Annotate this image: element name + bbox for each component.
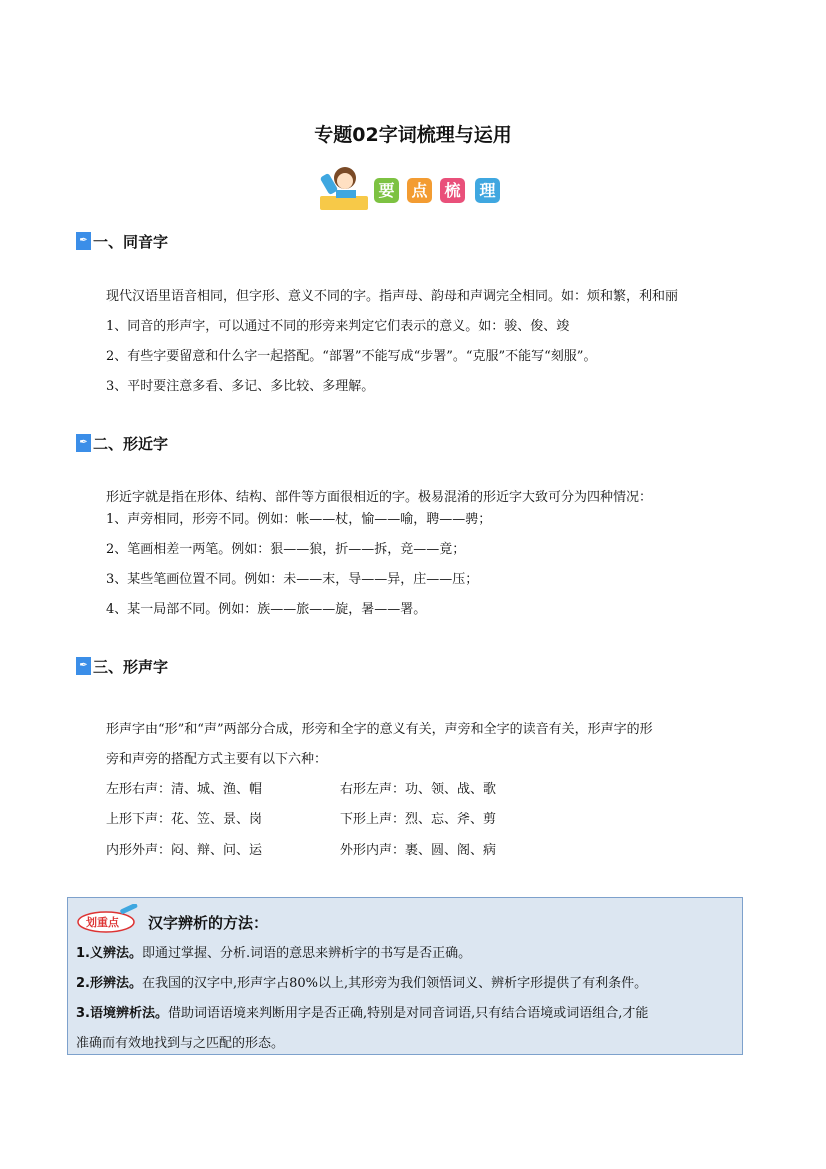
section-1-item: 1、同音的形声字，可以通过不同的形旁来判定它们表示的意义。如：骏、俊、竣 — [106, 319, 570, 334]
method-1-label: 1.义辨法。 — [76, 946, 142, 961]
type-left: 上形下声：花、笠、景、岗 — [106, 812, 263, 827]
key-points-box — [67, 897, 743, 1055]
method-3 — [76, 1005, 648, 1023]
method-3-text: 借助词语语境来判断用字是否正确,特别是对同音词语,只有结合语境或词语组合,才能 — [167, 1006, 649, 1021]
section-3-title: 三、形声字 — [93, 657, 169, 676]
method-3-cont: 准确而有效地找到与之匹配的形态。 — [76, 1036, 285, 1051]
section-1-item: 3、平时要注意多看、多记、多比较、多理解。 — [106, 379, 375, 394]
section-2-item: 2、笔画相差一两笔。例如：狠——狼，折——拆，竞——竟； — [106, 542, 466, 557]
method-2-text: 在我国的汉字中,形声字占80%以上,其形旁为我们领悟词义、辨析字形提供了有利条件。 — [141, 976, 648, 991]
pen-icon: ✒ — [76, 232, 91, 250]
type-left: 内形外声：闷、辩、问、运 — [106, 843, 263, 858]
page-title: 专题02字词梳理与运用 — [314, 124, 512, 146]
highlight-tag-label: 划重点 — [86, 916, 119, 929]
banner-char-3: 梳 — [440, 178, 465, 203]
method-2-label: 2.形辨法。 — [76, 976, 142, 991]
section-3-intro: 形声字由“形”和“声”两部分合成，形旁和全字的意义有关，声旁和全字的读音有关，形声字的形 — [106, 722, 653, 737]
type-right: 右形左声：功、领、战、歌 — [340, 782, 497, 797]
student-reading-icon — [318, 160, 372, 214]
method-1-text: 即通过掌握、分析.词语的意思来辨析字的书写是否正确。 — [141, 946, 472, 961]
section-1-title: 一、同音字 — [93, 232, 169, 251]
section-2-item: 3、某些笔画位置不同。例如：未——末，导——异，庄——压； — [106, 572, 479, 587]
highlight-tag — [76, 904, 140, 934]
method-3-label: 3.语境辨析法。 — [76, 1006, 168, 1021]
section-2-intro: 形近字就是指在形体、结构、部件等方面很相近的字。极易混淆的形近字大致可分为四种情况： — [106, 490, 653, 505]
type-right: 下形上声：烈、忘、斧、剪 — [340, 812, 497, 827]
type-left: 左形右声：清、城、渔、帽 — [106, 782, 263, 797]
method-2 — [76, 975, 647, 993]
box-heading: 汉字辨析的方法： — [148, 914, 269, 932]
banner-char-4: 理 — [475, 178, 500, 203]
pen-icon: ✒ — [76, 434, 91, 452]
type-right: 外形内声：裹、圆、阁、病 — [340, 843, 497, 858]
section-1-intro: 现代汉语里语音相同，但字形、意义不同的字。指声母、韵母和声调完全相同。如：烦和繁，利和丽 — [106, 289, 679, 304]
section-2-item: 1、声旁相同，形旁不同。例如：帐——杖，愉——喻，聘——骋； — [106, 512, 492, 527]
key-points-banner — [318, 160, 508, 214]
section-2-title: 二、形近字 — [93, 434, 169, 453]
section-3-heading — [76, 656, 168, 676]
section-2-heading — [76, 433, 168, 453]
section-1-heading — [76, 231, 168, 251]
banner-char-1: 要 — [374, 178, 399, 203]
pen-icon: ✒ — [76, 657, 91, 675]
banner-char-2: 点 — [407, 178, 432, 203]
method-1 — [76, 945, 471, 963]
section-2-item: 4、某一局部不同。例如：族——旅——旋，暑——署。 — [106, 602, 427, 617]
section-3-intro-cont: 旁和声旁的搭配方式主要有以下六种： — [106, 752, 328, 767]
section-1-item: 2、有些字要留意和什么字一起搭配。“部署”不能写成“步署”。“克服”不能写“刻服”。 — [106, 349, 597, 364]
